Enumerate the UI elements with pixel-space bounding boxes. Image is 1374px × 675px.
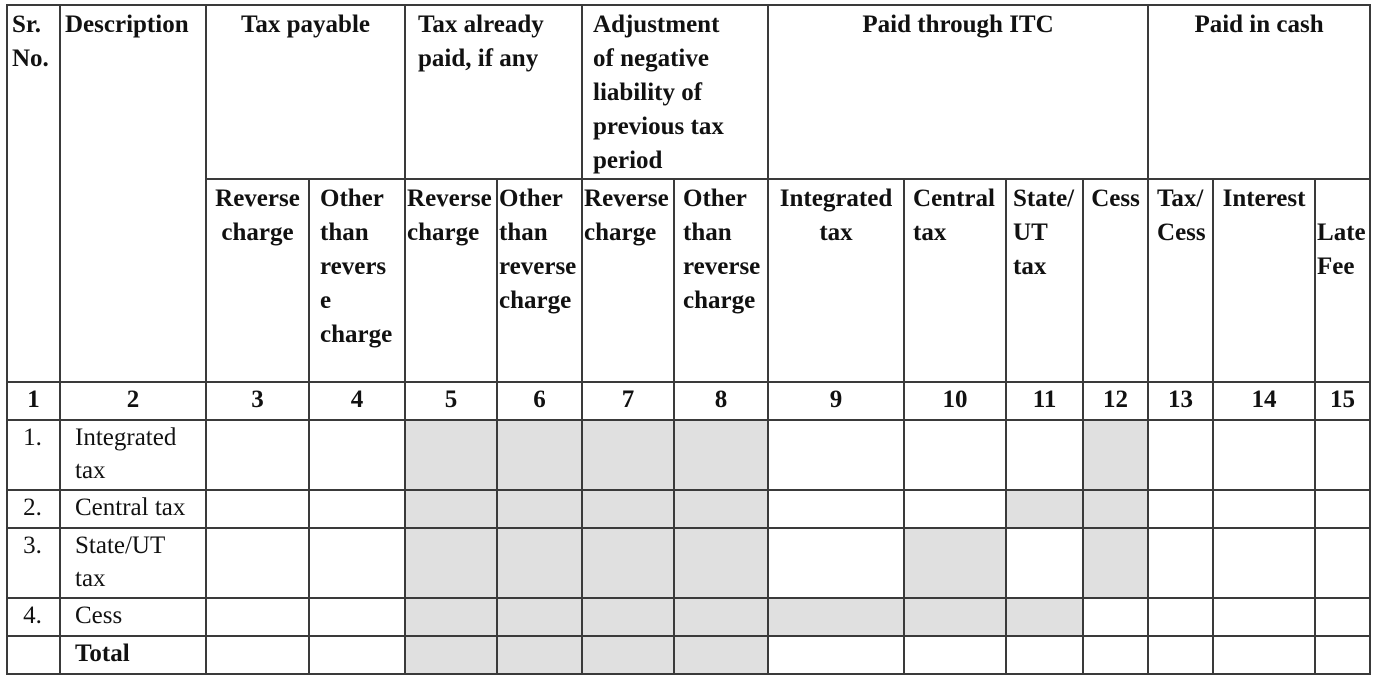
- table-cell-shaded: [1006, 490, 1083, 528]
- header-paid-through-itc: Paid through ITC: [768, 5, 1148, 179]
- header-col11-state-ut-tax: State/ UT tax: [1006, 179, 1083, 382]
- table-row-cess: [7, 598, 1370, 636]
- table-cell[interactable]: [1148, 636, 1213, 674]
- header-row-groups: [7, 5, 1370, 179]
- table-cell-shaded: [405, 490, 497, 528]
- table-cell[interactable]: [1213, 528, 1315, 598]
- table-cell-shaded: [1083, 528, 1148, 598]
- row-sr-no: 1.: [7, 420, 60, 490]
- header-col6-other-than-reverse-charge: Other than reverse charge: [497, 179, 582, 382]
- table-row-integrated-tax: [7, 420, 1370, 490]
- table-cell-shaded: [497, 420, 582, 490]
- table-cell[interactable]: [768, 420, 904, 490]
- row-sr-no: 3.: [7, 528, 60, 598]
- header-col13-tax-cess: Tax/ Cess: [1148, 179, 1213, 382]
- header-paid-in-cash: Paid in cash: [1148, 5, 1370, 179]
- tax-payment-table-container: [6, 4, 1371, 675]
- table-cell-shaded: [582, 420, 674, 490]
- column-number: 4: [309, 382, 405, 420]
- header-col14-interest: Interest: [1213, 179, 1315, 382]
- header-col5-reverse-charge: Reverse charge: [405, 179, 497, 382]
- table-cell-shaded: [1083, 490, 1148, 528]
- column-number: 5: [405, 382, 497, 420]
- table-cell[interactable]: [309, 636, 405, 674]
- table-cell[interactable]: [206, 420, 309, 490]
- header-description: Description: [60, 5, 206, 382]
- table-cell[interactable]: [206, 598, 309, 636]
- table-cell[interactable]: [206, 636, 309, 674]
- table-cell[interactable]: [1315, 636, 1370, 674]
- table-cell[interactable]: [1213, 420, 1315, 490]
- table-cell-shaded: [768, 598, 904, 636]
- table-cell-shaded: [674, 420, 768, 490]
- column-number: 12: [1083, 382, 1148, 420]
- column-number: 7: [582, 382, 674, 420]
- table-row-total: [7, 636, 1370, 674]
- table-cell-shaded: [582, 598, 674, 636]
- header-sr-no: Sr. No.: [7, 5, 60, 382]
- column-number: 10: [904, 382, 1006, 420]
- table-cell[interactable]: [904, 420, 1006, 490]
- table-cell[interactable]: [1315, 528, 1370, 598]
- row-description: Central tax: [60, 490, 206, 528]
- column-number: 14: [1213, 382, 1315, 420]
- table-cell-shaded: [1083, 420, 1148, 490]
- header-col4-other-than-reverse-charge: Other than revers e charge: [309, 179, 405, 382]
- table-cell[interactable]: [1148, 420, 1213, 490]
- table-cell[interactable]: [1315, 420, 1370, 490]
- table-cell[interactable]: [1006, 528, 1083, 598]
- column-number: 9: [768, 382, 904, 420]
- table-cell-shaded: [405, 636, 497, 674]
- table-cell[interactable]: [1148, 528, 1213, 598]
- column-number: 8: [674, 382, 768, 420]
- table-cell[interactable]: [1083, 636, 1148, 674]
- table-cell[interactable]: [1148, 490, 1213, 528]
- table-cell-shaded: [582, 528, 674, 598]
- table-cell[interactable]: [1006, 636, 1083, 674]
- table-cell-shaded: [674, 490, 768, 528]
- column-number: 6: [497, 382, 582, 420]
- table-cell-shaded: [405, 528, 497, 598]
- header-tax-payable: Tax payable: [206, 5, 405, 179]
- row-sr-no: 4.: [7, 598, 60, 636]
- table-cell-shaded: [674, 598, 768, 636]
- table-cell[interactable]: [1006, 420, 1083, 490]
- table-cell-shaded: [1006, 598, 1083, 636]
- table-cell[interactable]: [206, 490, 309, 528]
- header-row-column-numbers: [7, 382, 1370, 420]
- header-col9-integrated-tax: Integrated tax: [768, 179, 904, 382]
- header-col10-central-tax: Central tax: [904, 179, 1006, 382]
- table-row-central-tax: [7, 490, 1370, 528]
- column-number: 1: [7, 382, 60, 420]
- table-cell[interactable]: [1083, 598, 1148, 636]
- table-cell[interactable]: [1213, 636, 1315, 674]
- table-cell[interactable]: [768, 636, 904, 674]
- table-cell-shaded: [904, 528, 1006, 598]
- table-cell-shaded: [674, 636, 768, 674]
- row-description-total: Total: [60, 636, 206, 674]
- row-description: Cess: [60, 598, 206, 636]
- table-cell[interactable]: [904, 636, 1006, 674]
- column-number: 11: [1006, 382, 1083, 420]
- table-row-state-ut-tax: [7, 528, 1370, 598]
- table-cell[interactable]: [309, 528, 405, 598]
- row-description: State/UT tax: [60, 528, 206, 598]
- header-row-subcolumns: [7, 179, 1370, 382]
- table-cell[interactable]: [309, 490, 405, 528]
- row-sr-no: 2.: [7, 490, 60, 528]
- table-cell[interactable]: [768, 490, 904, 528]
- table-cell[interactable]: [309, 420, 405, 490]
- header-adjustment: Adjustment of negative liability of previous tax period: [582, 5, 768, 179]
- table-cell-shaded: [405, 598, 497, 636]
- column-number: 13: [1148, 382, 1213, 420]
- column-number: 2: [60, 382, 206, 420]
- table-cell[interactable]: [1315, 490, 1370, 528]
- table-cell-shaded: [582, 490, 674, 528]
- header-col3-reverse-charge: Reverse charge: [206, 179, 309, 382]
- table-cell-shaded: [582, 636, 674, 674]
- header-col12-cess: Cess: [1083, 179, 1148, 382]
- table-cell[interactable]: [768, 528, 904, 598]
- table-cell-shaded: [497, 636, 582, 674]
- table-cell[interactable]: [309, 598, 405, 636]
- table-cell-shaded: [497, 490, 582, 528]
- table-cell[interactable]: [1148, 598, 1213, 636]
- table-cell[interactable]: [904, 490, 1006, 528]
- column-number: 15: [1315, 382, 1370, 420]
- tax-payment-table: [6, 4, 1371, 675]
- table-cell-shaded: [674, 528, 768, 598]
- table-cell-shaded: [405, 420, 497, 490]
- row-sr-no: [7, 636, 60, 674]
- table-cell-shaded: [497, 528, 582, 598]
- column-number: 3: [206, 382, 309, 420]
- table-cell-shaded: [497, 598, 582, 636]
- table-cell[interactable]: [206, 528, 309, 598]
- header-col15-late-fee: Late Fee: [1315, 179, 1370, 382]
- row-description: Integrated tax: [60, 420, 206, 490]
- table-cell-shaded: [904, 598, 1006, 636]
- header-tax-already-paid: Tax already paid, if any: [405, 5, 582, 179]
- table-cell[interactable]: [1213, 598, 1315, 636]
- table-cell[interactable]: [1315, 598, 1370, 636]
- table-cell[interactable]: [1213, 490, 1315, 528]
- header-col7-reverse-charge: Reverse charge: [582, 179, 674, 382]
- header-col8-other-than-reverse-charge: Other than reverse charge: [674, 179, 768, 382]
